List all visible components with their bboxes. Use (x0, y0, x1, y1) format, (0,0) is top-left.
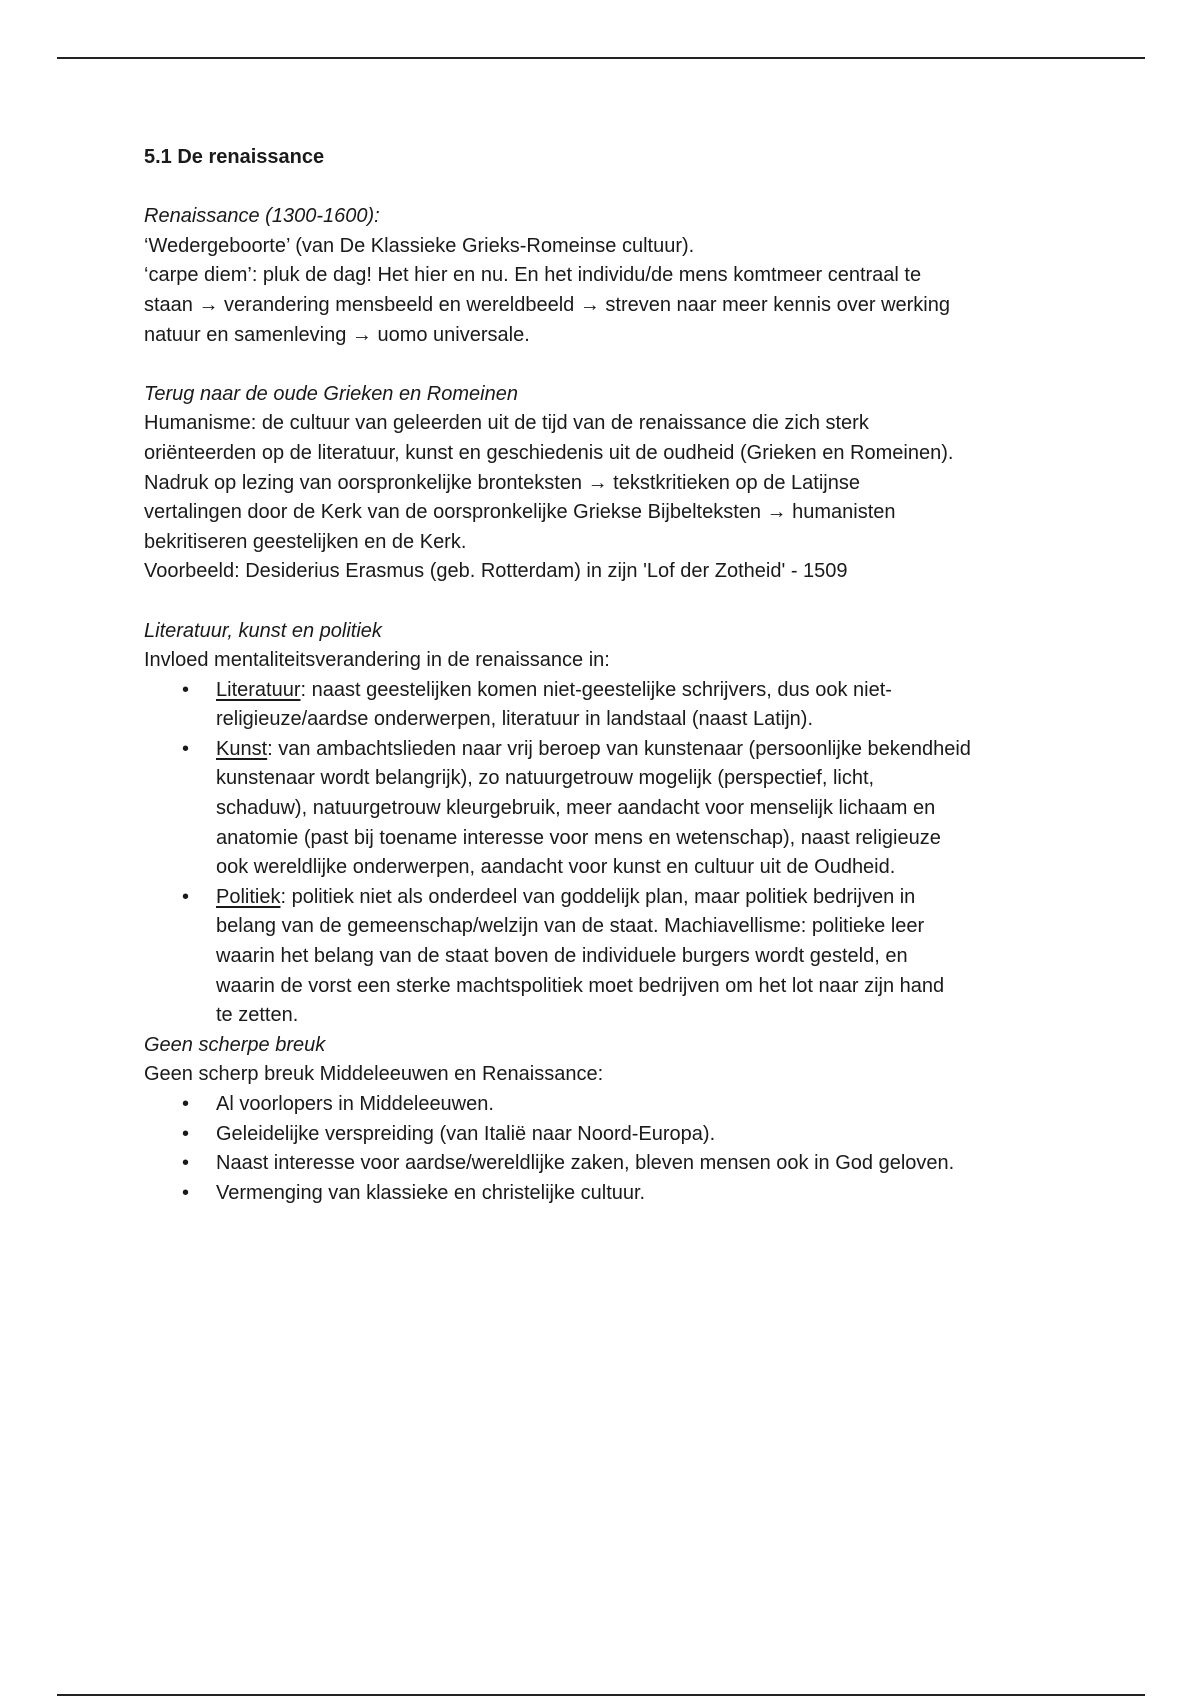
list-item-text: : naast geestelijken komen niet-geestelijke schrijvers, dus ook niet- (300, 678, 892, 701)
list-item-text: anatomie (past bij toename interesse voor mens en wetenschap), naast religieuze (216, 826, 941, 849)
paragraph-line: ‘Wedergeboorte’ (van De Klassieke Grieks-Romeinse cultuur). (144, 234, 695, 257)
list-item-text: waarin de vorst een sterke machtspolitiek moet bedrijven om het lot naar zijn hand (216, 974, 945, 997)
paragraph-line: natuur en samenleving → uomo universale. (144, 323, 530, 346)
breuk-list (144, 1090, 1064, 1208)
list-item-text: religieuze/aardse onderwerpen, literatuur in landstaal (naast Latijn). (216, 708, 814, 731)
list-item-politiek (144, 883, 1064, 1031)
section-heading-geen-scherpe-breuk: Geen scherpe breuk (144, 1033, 326, 1056)
list-item-text: kunstenaar wordt belangrijk), zo natuurgetrouw mogelijk (perspectief, licht, (216, 767, 875, 790)
list-item-text: te zetten. (216, 1004, 299, 1027)
document-body (144, 143, 1064, 1208)
section-heading-renaissance: Renaissance (1300-1600): (144, 205, 380, 228)
header-rule (57, 57, 1145, 59)
list-item-literatuur (144, 676, 1064, 735)
paragraph-line: bekritiseren geestelijken en de Kerk. (144, 530, 467, 553)
paragraph-line: staan → verandering mensbeeld en wereldbeeld → streven naar meer kennis over werking (144, 293, 950, 316)
spacer (144, 350, 1064, 380)
paragraph-line: vertalingen door de Kerk van de oorspronkelijke Griekse Bijbelteksten → humanisten (144, 501, 896, 524)
paragraph-line: Nadruk op lezing van oorspronkelijke bronteksten → tekstkritieken op de Latijnse (144, 471, 860, 494)
list-item-text: waarin het belang van de staat boven de individuele burgers wordt gesteld, en (216, 945, 908, 968)
paragraph-line: oriënteerden op de literatuur, kunst en geschiedenis uit de oudheid (Grieken en Romeinen). (144, 441, 954, 464)
paragraph-line: Humanisme: de cultuur van geleerden uit de tijd van de renaissance die zich sterk (144, 412, 869, 435)
footer-rule (57, 1694, 1145, 1696)
paragraph-line: Voorbeeld: Desiderius Erasmus (geb. Rotterdam) in zijn 'Lof der Zotheid' - 1509 (144, 560, 848, 583)
list-item: • Al voorlopers in Middeleeuwen. (144, 1090, 1064, 1120)
section-heading-literatuur-kunst-politiek: Literatuur, kunst en politiek (144, 619, 382, 642)
section-intro: Invloed mentaliteitsverandering in de renaissance in: (144, 649, 610, 672)
section-heading-grieken-romeinen: Terug naar de oude Grieken en Romeinen (144, 382, 518, 405)
list-item-text: : van ambachtslieden naar vrij beroep van kunstenaar (persoonlijke bekendheid (267, 737, 971, 760)
term-politiek: Politiek (216, 885, 281, 908)
list-item-text: ook wereldlijke onderwerpen, aandacht voor kunst en cultuur uit de Oudheid. (216, 856, 896, 879)
term-literatuur: Literatuur (216, 678, 301, 701)
spacer (144, 173, 1064, 203)
list-item: • Naast interesse voor aardse/wereldlijke zaken, bleven mensen ook in God geloven. (144, 1149, 1064, 1179)
list-item: • Vermenging van klassieke en christelijke cultuur. (144, 1179, 1064, 1209)
spacer (144, 587, 1064, 617)
page-title: 5.1 De renaissance (144, 146, 325, 168)
list-item-text: schaduw), natuurgetrouw kleurgebruik, meer aandacht voor menselijk lichaam en (216, 797, 936, 820)
influence-list (144, 676, 1064, 1031)
term-kunst: Kunst (216, 737, 268, 760)
list-item-text: belang van de gemeenschap/welzijn van de staat. Machiavellisme: politieke leer (216, 915, 925, 938)
section-intro: Geen scherp breuk Middeleeuwen en Renaissance: (144, 1063, 604, 1086)
list-item-kunst (144, 735, 1064, 883)
list-item: • Geleidelijke verspreiding (van Italië naar Noord-Europa). (144, 1120, 1064, 1150)
list-item-text: : politiek niet als onderdeel van goddelijk plan, maar politiek bedrijven in (280, 885, 916, 908)
paragraph-line: ‘carpe diem’: pluk de dag! Het hier en nu. En het individu/de mens komtmeer centraal te (144, 264, 922, 287)
